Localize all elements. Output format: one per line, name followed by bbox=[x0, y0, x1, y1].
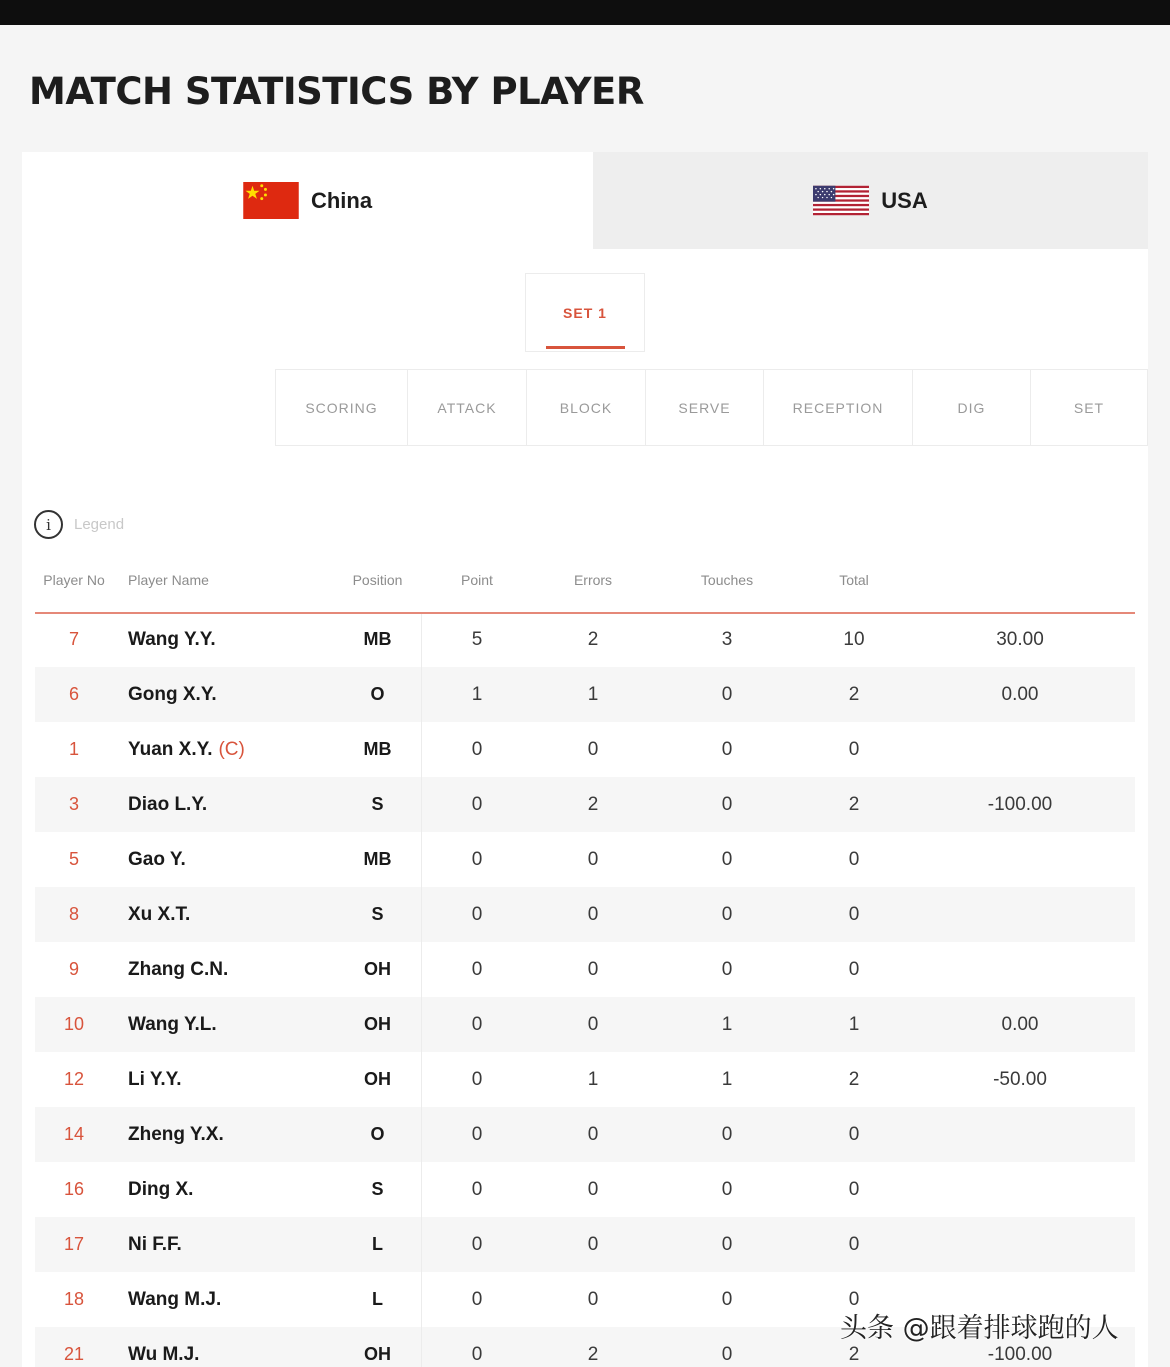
tab-serve[interactable]: SERVE bbox=[645, 369, 764, 446]
player-no-text: 10 bbox=[63, 1014, 85, 1034]
point-value bbox=[427, 1272, 527, 1327]
player-no bbox=[35, 612, 113, 667]
page-title: MATCH STATISTICS BY PLAYER bbox=[29, 70, 644, 113]
player-position bbox=[335, 1162, 420, 1217]
tab-reception[interactable]: RECEPTION bbox=[763, 369, 913, 446]
point-value-text: 1 bbox=[471, 683, 483, 705]
touches-value bbox=[677, 612, 777, 667]
point-value bbox=[427, 722, 527, 777]
touches-value-text: 1 bbox=[721, 1013, 733, 1035]
point-value-text: 0 bbox=[471, 1288, 483, 1310]
touches-value-text: 0 bbox=[721, 1123, 733, 1145]
player-name-text: Ni F.F. bbox=[128, 1233, 182, 1255]
player-no-text: 3 bbox=[68, 794, 79, 814]
header-errors: Errors bbox=[573, 571, 613, 588]
errors-value-text: 0 bbox=[587, 1288, 599, 1310]
player-no-text: 16 bbox=[63, 1179, 85, 1199]
header-total: Total bbox=[839, 571, 869, 588]
category-tabs bbox=[275, 369, 1147, 446]
point-value bbox=[427, 942, 527, 997]
total-value-text: 0 bbox=[848, 1123, 860, 1145]
touches-value bbox=[677, 777, 777, 832]
table-row[interactable] bbox=[35, 1217, 1135, 1272]
player-position-text: OH bbox=[364, 1344, 391, 1364]
point-value bbox=[427, 1327, 527, 1367]
efficiency-value bbox=[960, 942, 1080, 997]
table-row[interactable] bbox=[35, 722, 1135, 777]
player-name-text: Ding X. bbox=[128, 1178, 194, 1200]
top-status-bar bbox=[0, 0, 1170, 25]
player-position-text: S bbox=[371, 904, 384, 924]
player-name bbox=[128, 997, 328, 1052]
total-value-text: 1 bbox=[848, 1013, 860, 1035]
efficiency-value bbox=[960, 887, 1080, 942]
table-row[interactable] bbox=[35, 1162, 1135, 1217]
usa-flag-icon bbox=[813, 182, 869, 219]
player-name bbox=[128, 1272, 328, 1327]
info-icon: i bbox=[34, 510, 63, 539]
touches-value bbox=[677, 832, 777, 887]
watermark: 头条 @跟着排球跑的人 bbox=[840, 1313, 1119, 1344]
player-name-text: Yuan X.Y. bbox=[128, 738, 213, 760]
point-value bbox=[427, 832, 527, 887]
errors-value bbox=[543, 1052, 643, 1107]
player-name-text: Xu X.T. bbox=[128, 903, 191, 925]
player-no bbox=[35, 997, 113, 1052]
touches-value bbox=[677, 997, 777, 1052]
player-position bbox=[335, 832, 420, 887]
table-row[interactable] bbox=[35, 667, 1135, 722]
touches-value-text: 0 bbox=[721, 1178, 733, 1200]
total-value-text: 0 bbox=[848, 848, 860, 870]
touches-value bbox=[677, 667, 777, 722]
player-no-text: 7 bbox=[68, 629, 79, 649]
efficiency-value bbox=[960, 997, 1080, 1052]
legend-toggle[interactable] bbox=[34, 510, 124, 539]
errors-value bbox=[543, 942, 643, 997]
touches-value bbox=[677, 942, 777, 997]
captain-badge: (C) bbox=[218, 738, 245, 760]
player-name bbox=[128, 612, 328, 667]
player-position bbox=[335, 1272, 420, 1327]
total-value-text: 0 bbox=[848, 903, 860, 925]
player-no bbox=[35, 667, 113, 722]
point-value bbox=[427, 1217, 527, 1272]
total-value bbox=[804, 722, 904, 777]
table-row[interactable] bbox=[35, 612, 1135, 667]
touches-value-text: 0 bbox=[721, 1233, 733, 1255]
total-value bbox=[804, 997, 904, 1052]
header-player-no: Player No bbox=[43, 571, 105, 588]
total-value-text: 2 bbox=[848, 793, 860, 815]
player-position bbox=[335, 942, 420, 997]
player-no bbox=[35, 1052, 113, 1107]
table-row[interactable] bbox=[35, 887, 1135, 942]
total-value-text: 2 bbox=[848, 1068, 860, 1090]
touches-value-text: 0 bbox=[721, 958, 733, 980]
player-position-text: O bbox=[370, 1124, 385, 1144]
player-position bbox=[335, 1052, 420, 1107]
touches-value bbox=[677, 1217, 777, 1272]
total-value bbox=[804, 1107, 904, 1162]
total-value-text: 2 bbox=[848, 1343, 860, 1365]
tab-dig[interactable]: DIG bbox=[912, 369, 1031, 446]
player-name bbox=[128, 1162, 328, 1217]
player-name bbox=[128, 722, 328, 777]
player-position-text: S bbox=[371, 1179, 384, 1199]
efficiency-value bbox=[960, 722, 1080, 777]
table-row[interactable] bbox=[35, 1052, 1135, 1107]
player-name-text: Wang Y.L. bbox=[128, 1013, 217, 1035]
point-value-text: 0 bbox=[471, 1233, 483, 1255]
player-name-text: Wang M.J. bbox=[128, 1288, 222, 1310]
touches-value bbox=[677, 1327, 777, 1367]
touches-value bbox=[677, 722, 777, 777]
player-no bbox=[35, 1217, 113, 1272]
player-position-text: OH bbox=[364, 1014, 391, 1034]
errors-value-text: 0 bbox=[587, 903, 599, 925]
player-no bbox=[35, 832, 113, 887]
player-name bbox=[128, 777, 328, 832]
touches-value bbox=[677, 1162, 777, 1217]
player-no bbox=[35, 1327, 113, 1367]
touches-value-text: 0 bbox=[721, 903, 733, 925]
point-value bbox=[427, 667, 527, 722]
errors-value-text: 0 bbox=[587, 1178, 599, 1200]
total-value-text: 10 bbox=[843, 628, 865, 650]
player-name-text: Zhang C.N. bbox=[128, 958, 229, 980]
errors-value bbox=[543, 887, 643, 942]
touches-value-text: 1 bbox=[721, 1068, 733, 1090]
total-value bbox=[804, 1052, 904, 1107]
table-row[interactable] bbox=[35, 832, 1135, 887]
player-no-text: 18 bbox=[63, 1289, 85, 1309]
table-row[interactable] bbox=[35, 777, 1135, 832]
legend-label: Legend bbox=[74, 516, 125, 533]
errors-value bbox=[543, 1162, 643, 1217]
total-value bbox=[804, 667, 904, 722]
player-no-text: 6 bbox=[68, 684, 79, 704]
errors-value bbox=[543, 612, 643, 667]
touches-value-text: 0 bbox=[721, 793, 733, 815]
player-position bbox=[335, 777, 420, 832]
errors-value-text: 0 bbox=[587, 1013, 599, 1035]
touches-value-text: 0 bbox=[721, 1343, 733, 1365]
player-name bbox=[128, 1327, 328, 1367]
player-no bbox=[35, 1107, 113, 1162]
set-tab-label: SET 1 bbox=[563, 304, 607, 321]
errors-value bbox=[543, 997, 643, 1052]
errors-value-text: 2 bbox=[587, 628, 599, 650]
touches-value-text: 0 bbox=[721, 1288, 733, 1310]
efficiency-value bbox=[960, 832, 1080, 887]
efficiency-value-text: 0.00 bbox=[1001, 683, 1039, 705]
player-position-text: OH bbox=[364, 959, 391, 979]
player-no bbox=[35, 1162, 113, 1217]
point-value-text: 0 bbox=[471, 1068, 483, 1090]
player-position-text: L bbox=[372, 1234, 383, 1254]
efficiency-value-text: -100.00 bbox=[987, 793, 1053, 815]
total-value-text: 2 bbox=[848, 683, 860, 705]
china-flag-icon bbox=[243, 182, 299, 219]
player-no-text: 5 bbox=[68, 849, 79, 869]
player-position bbox=[335, 1327, 420, 1367]
tab-set[interactable]: SET bbox=[1030, 369, 1148, 446]
errors-value bbox=[543, 1217, 643, 1272]
errors-value-text: 1 bbox=[587, 683, 599, 705]
total-value bbox=[804, 1162, 904, 1217]
tab-scoring[interactable]: SCORING bbox=[275, 369, 408, 446]
touches-value-text: 0 bbox=[721, 683, 733, 705]
total-value-text: 0 bbox=[848, 958, 860, 980]
tab-set-1[interactable] bbox=[525, 273, 645, 352]
player-no-text: 14 bbox=[63, 1124, 85, 1144]
total-value bbox=[804, 777, 904, 832]
point-value-text: 0 bbox=[471, 1343, 483, 1365]
efficiency-value-text: -100.00 bbox=[987, 1343, 1053, 1365]
player-position bbox=[335, 997, 420, 1052]
player-position-text: MB bbox=[363, 739, 392, 759]
touches-value-text: 0 bbox=[721, 738, 733, 760]
efficiency-value bbox=[960, 612, 1080, 667]
efficiency-value bbox=[960, 1162, 1080, 1217]
efficiency-value bbox=[960, 667, 1080, 722]
efficiency-value bbox=[960, 1107, 1080, 1162]
player-name-text: Gao Y. bbox=[128, 848, 186, 870]
player-position-text: MB bbox=[363, 629, 392, 649]
table-row[interactable] bbox=[35, 997, 1135, 1052]
player-no-text: 12 bbox=[63, 1069, 85, 1089]
point-value bbox=[427, 777, 527, 832]
efficiency-value-text: -50.00 bbox=[993, 1068, 1047, 1090]
player-name-text: Zheng Y.X. bbox=[128, 1123, 224, 1145]
point-value bbox=[427, 1052, 527, 1107]
total-value bbox=[804, 887, 904, 942]
total-value bbox=[804, 832, 904, 887]
errors-value-text: 0 bbox=[587, 958, 599, 980]
point-value bbox=[427, 1162, 527, 1217]
table-row[interactable] bbox=[35, 1107, 1135, 1162]
player-no bbox=[35, 1272, 113, 1327]
player-name-text: Li Y.Y. bbox=[128, 1068, 182, 1090]
touches-value bbox=[677, 1107, 777, 1162]
player-position-text: OH bbox=[364, 1069, 391, 1089]
player-no bbox=[35, 722, 113, 777]
errors-value bbox=[543, 1327, 643, 1367]
player-no-text: 8 bbox=[68, 904, 79, 924]
player-position-text: L bbox=[372, 1289, 383, 1309]
player-name bbox=[128, 1052, 328, 1107]
player-name bbox=[128, 832, 328, 887]
errors-value bbox=[543, 1107, 643, 1162]
errors-value bbox=[543, 667, 643, 722]
player-no bbox=[35, 942, 113, 997]
efficiency-value bbox=[960, 1052, 1080, 1107]
errors-value-text: 0 bbox=[587, 848, 599, 870]
player-no-text: 9 bbox=[68, 959, 79, 979]
total-value-text: 0 bbox=[848, 1178, 860, 1200]
player-position bbox=[335, 722, 420, 777]
player-name bbox=[128, 1217, 328, 1272]
column-divider bbox=[421, 614, 422, 1367]
touches-value-text: 3 bbox=[721, 628, 733, 650]
total-value-text: 0 bbox=[848, 1288, 860, 1310]
team-name-china: China bbox=[310, 187, 373, 213]
header-position: Position bbox=[352, 571, 403, 588]
player-position bbox=[335, 1217, 420, 1272]
total-value bbox=[804, 612, 904, 667]
total-value-text: 0 bbox=[848, 1233, 860, 1255]
efficiency-value bbox=[960, 1217, 1080, 1272]
errors-value bbox=[543, 1272, 643, 1327]
errors-value-text: 2 bbox=[587, 793, 599, 815]
errors-value-text: 2 bbox=[587, 1343, 599, 1365]
efficiency-value-text: 0.00 bbox=[1001, 1013, 1039, 1035]
errors-value-text: 1 bbox=[587, 1068, 599, 1090]
touches-value bbox=[677, 1052, 777, 1107]
player-name-text: Gong X.Y. bbox=[128, 683, 217, 705]
point-value bbox=[427, 887, 527, 942]
team-name-usa: USA bbox=[881, 187, 928, 213]
point-value-text: 5 bbox=[471, 628, 483, 650]
player-no-text: 21 bbox=[63, 1344, 85, 1364]
errors-value bbox=[543, 832, 643, 887]
player-name bbox=[128, 667, 328, 722]
player-position bbox=[335, 887, 420, 942]
player-position-text: MB bbox=[363, 849, 392, 869]
player-name bbox=[128, 1107, 328, 1162]
errors-value bbox=[543, 722, 643, 777]
player-position bbox=[335, 1107, 420, 1162]
efficiency-value-text: 30.00 bbox=[996, 628, 1044, 650]
header-player-name: Player Name bbox=[128, 571, 209, 588]
header-touches: Touches bbox=[700, 571, 754, 588]
player-name-text: Wu M.J. bbox=[128, 1343, 200, 1365]
active-tab-indicator bbox=[546, 346, 625, 349]
total-value bbox=[804, 942, 904, 997]
table-row[interactable] bbox=[35, 942, 1135, 997]
total-value-text: 0 bbox=[848, 738, 860, 760]
point-value bbox=[427, 612, 527, 667]
player-no bbox=[35, 887, 113, 942]
point-value-text: 0 bbox=[471, 903, 483, 925]
errors-value-text: 0 bbox=[587, 1233, 599, 1255]
tab-block[interactable]: BLOCK bbox=[526, 369, 646, 446]
player-name bbox=[128, 887, 328, 942]
point-value-text: 0 bbox=[471, 1013, 483, 1035]
touches-value-text: 0 bbox=[721, 848, 733, 870]
player-position-text: O bbox=[370, 684, 385, 704]
efficiency-value bbox=[960, 777, 1080, 832]
errors-value-text: 0 bbox=[587, 1123, 599, 1145]
point-value-text: 0 bbox=[471, 1123, 483, 1145]
point-value-text: 0 bbox=[471, 1178, 483, 1200]
player-no bbox=[35, 777, 113, 832]
point-value-text: 0 bbox=[471, 793, 483, 815]
tab-usa[interactable] bbox=[593, 152, 1148, 249]
header-point: Point bbox=[461, 571, 493, 588]
player-no-text: 17 bbox=[63, 1234, 85, 1254]
point-value bbox=[427, 1107, 527, 1162]
player-name bbox=[128, 942, 328, 997]
player-name-text: Diao L.Y. bbox=[128, 793, 208, 815]
point-value-text: 0 bbox=[471, 958, 483, 980]
point-value bbox=[427, 997, 527, 1052]
total-value bbox=[804, 1217, 904, 1272]
player-name-text: Wang Y.Y. bbox=[128, 628, 216, 650]
tab-china[interactable] bbox=[22, 152, 593, 249]
player-position bbox=[335, 612, 420, 667]
touches-value bbox=[677, 1272, 777, 1327]
errors-value-text: 0 bbox=[587, 738, 599, 760]
player-position bbox=[335, 667, 420, 722]
point-value-text: 0 bbox=[471, 848, 483, 870]
player-no-text: 1 bbox=[68, 739, 79, 759]
errors-value bbox=[543, 777, 643, 832]
point-value-text: 0 bbox=[471, 738, 483, 760]
player-position-text: S bbox=[371, 794, 384, 814]
tab-attack[interactable]: ATTACK bbox=[407, 369, 527, 446]
touches-value bbox=[677, 887, 777, 942]
